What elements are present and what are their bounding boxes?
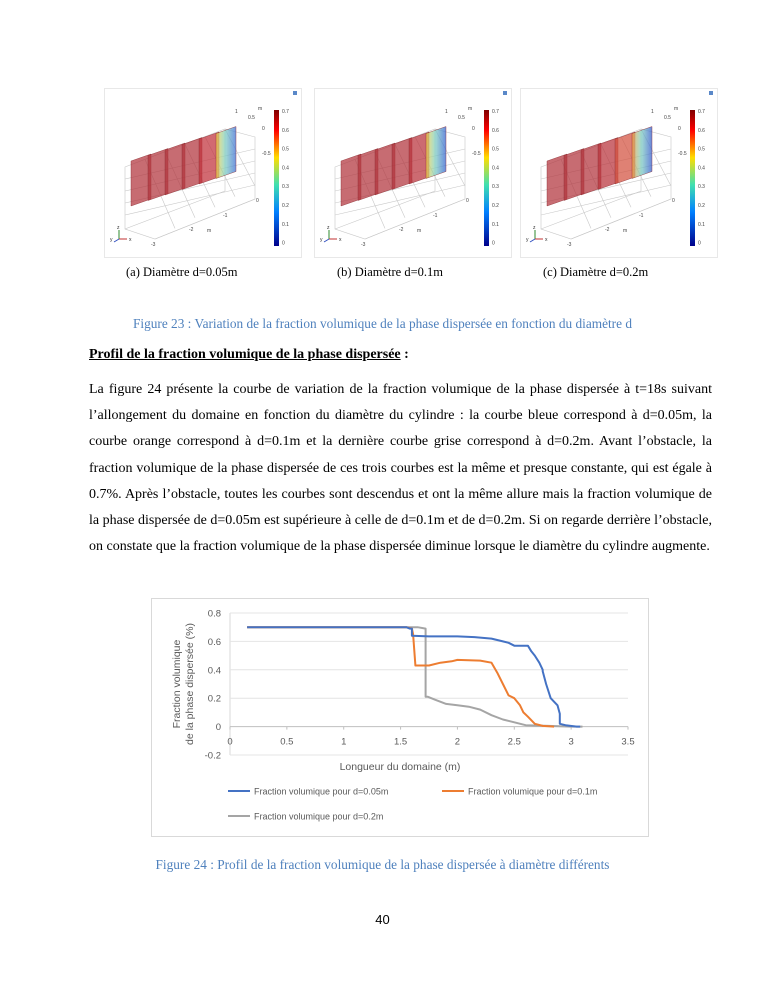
colorbar-tick-label: 0.6 [492, 127, 499, 134]
section-title [89, 347, 409, 363]
body-paragraph: La figure 24 présente la courbe de variation de la fraction volumique de la phase dispersée à t=18s suivant l’allongement du domaine en fonction du diamètre du cylindre : la courbe bleue correspond à d=0.05m, la courbe orange correspond à d=0.1m et la dernière courbe grise correspond à d=0.2m. Avant l’obstacle, la fraction volumique de la phase dispersée de ces trois courbes est la même et presque constante, qui est égale à 0.7%. Après l’obstacle, toutes les courbes sont descendus et ont la même allure mais la fraction volumique de la phase dispersée de d=0.05m est supérieure à celle de d=0.1m et de d=0.2m. Si on regarde derrière l’obstacle, on constate que la fraction volumique de la phase dispersée diminue lorsque le diamètre du cylindre augmente. [89, 382, 712, 555]
unit-label: m [207, 228, 212, 234]
figure-23c-caption: (c) Diamètre d=0.2m [543, 265, 649, 279]
axis-label-x: x [129, 237, 132, 243]
figure-24-chart [151, 598, 649, 837]
colorbar [274, 109, 289, 247]
axis-label-z: z [533, 225, 536, 231]
legend-entry: Fraction volumique pour d=0.05m [254, 786, 389, 797]
x-tick-label: -1 [433, 213, 438, 219]
y-tick-label: 0 [215, 722, 221, 734]
volume-slice [632, 127, 652, 179]
x-tick-label: -2 [605, 227, 610, 233]
colorbar-tick-label: 0.7 [282, 109, 289, 115]
x-tick-label: -3 [567, 242, 572, 248]
expand-icon [293, 91, 297, 95]
x-tick-label: -3 [151, 242, 156, 248]
colorbar-tick-label: 0.2 [698, 203, 705, 209]
x-tick-label: 0 [227, 736, 233, 748]
colorbar-tick-label: 0.4 [698, 165, 705, 172]
colorbar-tick-label: 0.1 [492, 221, 499, 228]
colorbar-tick-label: 0.4 [492, 165, 499, 172]
page-number: 40 [375, 912, 390, 927]
colorbar-tick-label: 0.2 [282, 203, 289, 209]
figure-24-caption: Figure 24 : Profil de la fraction volumique de la phase dispersée à diamètre différents [155, 857, 610, 872]
axis-label-y: y [110, 237, 113, 243]
volume-render [105, 89, 301, 257]
colorbar-tick-label: 0.3 [492, 184, 499, 191]
colorbar-tick-label: 0.6 [698, 127, 705, 134]
unit-label: m [417, 228, 422, 234]
section-title-text: Profil de la fraction volumique de la phase dispersée [89, 347, 401, 362]
x-tick-label: -1 [223, 213, 228, 219]
colorbar-tick-label: 0.5 [492, 146, 499, 153]
figure-23b-panel [314, 88, 512, 258]
x-tick-label: 2 [454, 736, 461, 748]
series-line [247, 627, 582, 726]
legend-entry: Fraction volumique pour d=0.2m [254, 811, 384, 822]
unit-label: m [623, 228, 628, 234]
volume-render [521, 89, 717, 257]
figure-23-caption: Figure 23 : Variation de la fraction volumique de la phase dispersée en fonction du diamètre d [133, 316, 632, 331]
colorbar-tick-label: 0.7 [492, 109, 499, 115]
colorbar [690, 109, 705, 247]
z-tick-label: 1 [445, 109, 448, 115]
z-tick-label: 0 [672, 198, 675, 204]
volume-slice [216, 127, 236, 179]
x-tick-label: -1 [639, 213, 644, 219]
expand-icon [503, 91, 507, 95]
z-tick-label: 0.5 [458, 115, 465, 121]
colorbar-tick-label: 0.7 [698, 109, 705, 115]
x-tick-label: 2.5 [507, 736, 521, 748]
x-tick-label: 0.5 [280, 736, 294, 748]
unit-label: m [468, 106, 473, 112]
z-tick-label: 0.5 [664, 115, 671, 121]
z-tick-label: 0 [466, 198, 469, 204]
z-tick-label: -0.5 [472, 151, 481, 157]
colorbar-tick-label: 0.4 [282, 165, 289, 172]
colorbar-tick-label: 0.5 [698, 146, 705, 153]
chart-canvas [152, 599, 648, 836]
unit-label: m [674, 106, 679, 112]
z-tick-label: 0 [472, 126, 475, 132]
legend-entry: Fraction volumique pour d=0.1m [468, 786, 598, 797]
colorbar-tick-label: 0.2 [492, 203, 499, 209]
colorbar-tick-label: 0 [492, 240, 495, 247]
colorbar [484, 109, 499, 247]
axis-label-x: x [545, 237, 548, 243]
x-tick-label: -2 [189, 227, 194, 233]
volume-render [315, 89, 511, 257]
section-title-suffix: : [400, 347, 409, 362]
figure-23a-caption: (a) Diamètre d=0.05m [126, 265, 238, 279]
y-tick-label: -0.2 [204, 750, 221, 762]
axis-label-x: x [339, 237, 342, 243]
figure-23b-caption: (b) Diamètre d=0.1m [337, 265, 443, 279]
axis-label-z: z [117, 225, 120, 231]
colorbar-tick-label: 0.6 [282, 127, 289, 134]
z-tick-label: 0 [256, 198, 259, 204]
y-tick-label: 0.2 [207, 693, 221, 705]
y-tick-label: 0.8 [207, 608, 221, 620]
axis-label-z: z [327, 225, 330, 231]
y-axis-title-line2: de la phase dispersée (%) [184, 623, 196, 745]
x-tick-label: 1 [341, 736, 347, 748]
y-axis-title-line1: Fraction volumique [171, 639, 183, 729]
colorbar-tick-label: 0.1 [282, 221, 289, 228]
volume-slices [341, 127, 446, 207]
z-tick-label: -0.5 [262, 151, 271, 157]
x-axis-title: Longueur du domaine (m) [339, 761, 461, 773]
colorbar-tick-label: 0.1 [698, 221, 705, 228]
x-tick-label: 1.5 [393, 736, 408, 748]
expand-icon [709, 91, 713, 95]
x-tick-label: -2 [399, 227, 404, 233]
z-tick-label: 0 [678, 126, 681, 132]
volume-slices [131, 127, 236, 207]
z-tick-label: 0 [262, 126, 265, 132]
z-tick-label: 1 [235, 109, 238, 115]
x-tick-label: 3 [568, 736, 574, 748]
y-tick-label: 0.6 [207, 636, 221, 648]
colorbar-tick-label: 0 [698, 240, 701, 247]
colorbar-tick-label: 0 [282, 240, 285, 247]
x-tick-label: -3 [361, 242, 366, 248]
unit-label: m [258, 106, 263, 112]
y-axis-title [171, 623, 196, 745]
colorbar-tick-label: 0.3 [698, 184, 705, 191]
x-tick-label: 3.5 [621, 736, 635, 748]
axis-label-y: y [320, 237, 323, 243]
volume-slice [426, 127, 446, 179]
z-tick-label: 0.5 [248, 115, 255, 121]
axis-label-y: y [526, 237, 529, 243]
colorbar-tick-label: 0.5 [282, 146, 289, 153]
y-tick-label: 0.4 [207, 665, 221, 677]
volume-slices [547, 127, 652, 207]
colorbar-tick-label: 0.3 [282, 184, 289, 191]
figure-23c-panel [520, 88, 718, 258]
figure-23a-panel [104, 88, 302, 258]
z-tick-label: 1 [651, 109, 654, 115]
z-tick-label: -0.5 [678, 151, 687, 157]
